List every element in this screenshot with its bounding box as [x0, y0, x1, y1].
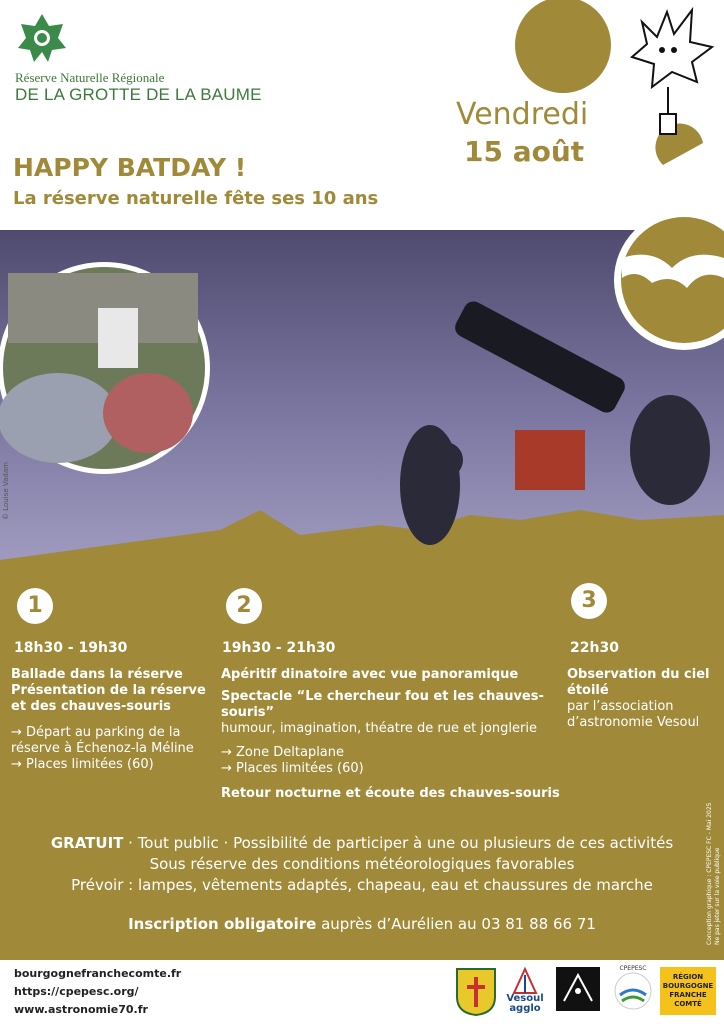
step-number-3: 3 — [571, 583, 607, 619]
step-2-detail2: → Places limitées (60) — [221, 761, 364, 776]
step-3-title1: Observation du ciel étoilé — [567, 667, 710, 698]
registration-info — [0, 915, 724, 933]
bat-silhouette-icon — [612, 208, 724, 352]
registration-bold: Inscription obligatoire — [128, 915, 317, 933]
page-subtitle: La réserve naturelle fête ses 10 ans — [13, 188, 379, 209]
cpepesc-logo-icon — [612, 967, 654, 1013]
org-name-line1: Réserve Naturelle Régionale — [15, 70, 165, 85]
reserve-logo-icon — [16, 12, 68, 64]
header — [0, 0, 724, 230]
step-1-title1: Ballade dans la réserve — [11, 667, 183, 682]
org-name-line2: DE LA GROTTE DE LA BAUME — [15, 85, 262, 104]
step-time-1: 18h30 - 19h30 — [14, 640, 128, 656]
step-2-desc: humour, imagination, théatre de rue et jonglerie — [221, 721, 537, 736]
step-1-detail1: → Départ au parking de la réserve à Échenoz-la Méline — [11, 725, 194, 756]
step-number-1: 1 — [17, 588, 53, 624]
event-date: 15 août — [464, 135, 585, 168]
info-line2: Sous réserve des conditions météorologiques favorables — [149, 855, 575, 873]
step-time-2: 19h30 - 21h30 — [222, 640, 336, 656]
page-title: HAPPY BATDAY ! — [13, 153, 247, 182]
step-1-detail2: → Places limitées (60) — [11, 757, 154, 772]
step-1-title2: Présentation de la réserve et des chauves-souris — [11, 683, 206, 714]
link-bourgognefranchecomte[interactable]: bourgognefranchecomte.fr — [14, 967, 182, 980]
practical-info — [0, 833, 724, 896]
vesoul-agglo-logo: Vesoul agglo — [506, 993, 544, 1014]
step-1 — [11, 667, 206, 773]
step-2-title2: Spectacle “Le chercheur fou et les chauves-souris” — [221, 689, 544, 720]
link-astronomie70[interactable]: www.astronomie70.fr — [14, 1003, 148, 1016]
photo-credit: © Louise Vadam — [2, 462, 10, 520]
step-3-desc2: d’astronomie Vesoul — [567, 715, 700, 730]
info-line1 — [0, 833, 724, 854]
step-3 — [567, 667, 717, 731]
coat-of-arms-logo-icon — [455, 967, 497, 1017]
step-2-detail1: → Zone Deltaplane — [221, 745, 345, 760]
link-cpepesc[interactable]: https://cpepesc.org/ — [14, 985, 139, 998]
design-credit: Conception graphique : CPEPESC FC - Mai 2025 Ne pas jeter sur la voie publique — [706, 802, 721, 945]
step-3-desc1: par l’association — [567, 699, 674, 714]
info-line3: Prévoir : lampes, vêtements adaptés, chapeau, eau et chaussures de marche — [71, 876, 653, 894]
crowd-photo — [0, 243, 214, 493]
event-day: Vendredi — [456, 97, 589, 132]
info-line1-rest: · Tout public · Possibilité de participer à une ou plusieurs de ces activités — [123, 834, 674, 852]
region-logo: RÉGION BOURGOGNE FRANCHE COMTÉ — [660, 967, 716, 1015]
program-band — [0, 588, 724, 960]
bat-drawing-icon — [612, 2, 722, 142]
registration-rest: auprès d’Aurélien au 03 81 88 66 71 — [316, 915, 596, 933]
step-2 — [221, 667, 561, 802]
astronomy-club-logo-icon — [556, 967, 600, 1011]
step-number-2: 2 — [226, 588, 262, 624]
step-2-title1: Apéritif dinatoire avec vue panoramique — [221, 667, 519, 682]
cpepesc-label: CPEPESC — [619, 965, 647, 972]
free-label: GRATUIT — [50, 834, 124, 852]
sail-icon — [510, 967, 540, 997]
step-2-extra: Retour nocturne et écoute des chauves-souris — [221, 786, 560, 801]
step-time-3: 22h30 — [570, 640, 619, 656]
